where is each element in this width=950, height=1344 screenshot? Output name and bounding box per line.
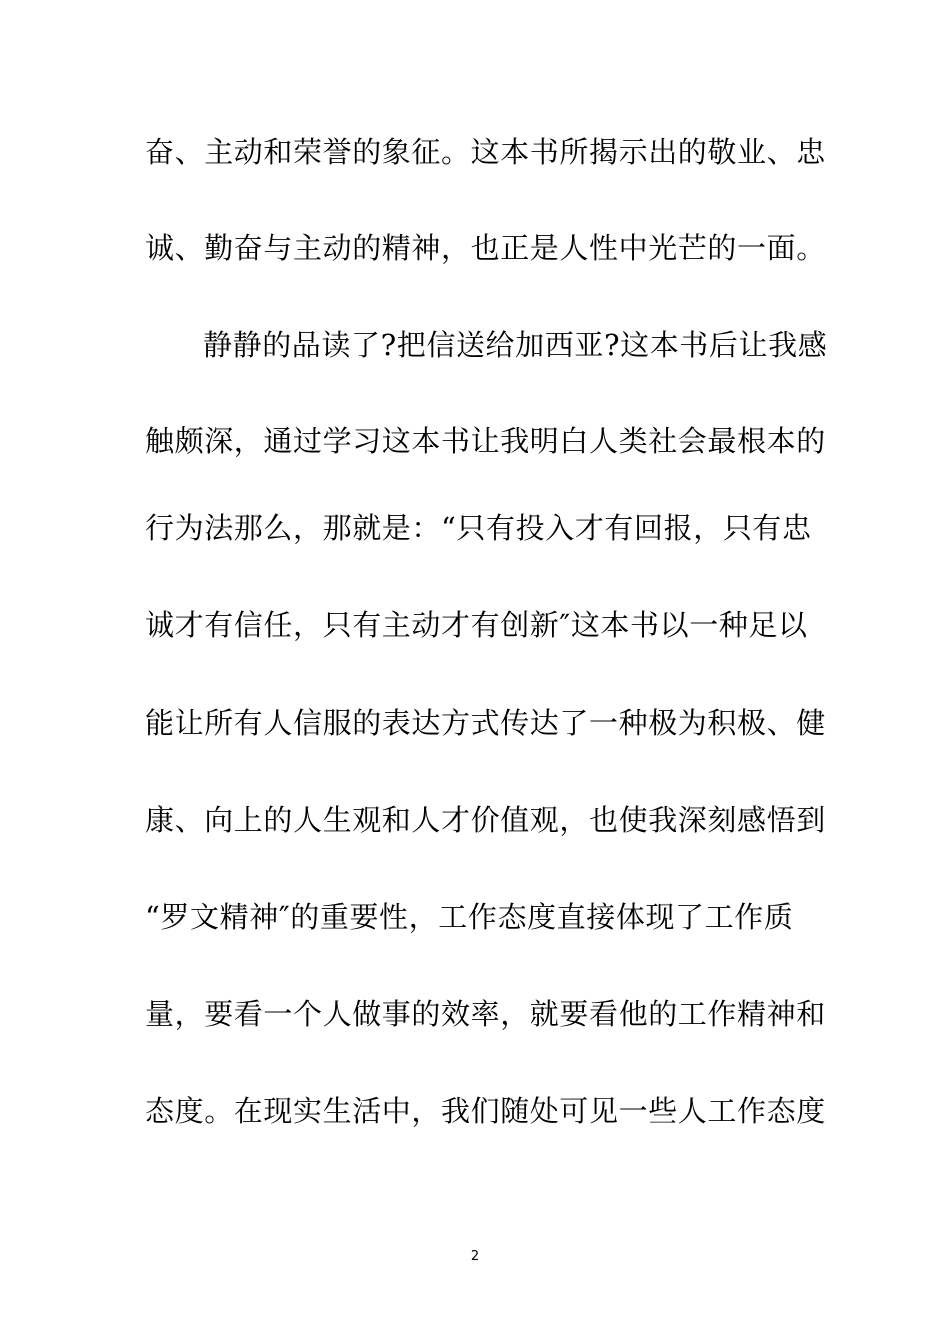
text-line: 康、向上的人生观和人才价值观，也使我深刻感悟到: [145, 803, 826, 837]
text-line: 能让所有人信服的表达方式传达了一种极为积极、健: [145, 706, 826, 740]
text-line: 诚、勤奋与主动的精神，也正是人性中光芒的一面。: [145, 231, 826, 265]
text-line: 态度。在现实生活中，我们随处可见一些人工作态度: [145, 1094, 826, 1128]
text-line: 触颇深，通过学习这本书让我明白人类社会最根本的: [145, 424, 826, 458]
text-line: “罗文精神″的重要性，工作态度直接体现了工作质: [145, 900, 794, 934]
paragraph-first-line: 静静的品读了?把信送给加西亚?这本书后让我感: [203, 328, 828, 362]
text-line: 诚才有信任，只有主动才有创新″这本书以一种足以: [145, 608, 808, 642]
text-line: 奋、主动和荣誉的象征。这本书所揭示出的敬业、忠: [145, 135, 826, 169]
text-line: 量，要看一个人做事的效率，就要看他的工作精神和: [145, 997, 826, 1031]
text-line: 行为法那么，那就是：“只有投入才有回报，只有忠: [145, 511, 812, 545]
page-number: 2: [470, 1249, 480, 1264]
